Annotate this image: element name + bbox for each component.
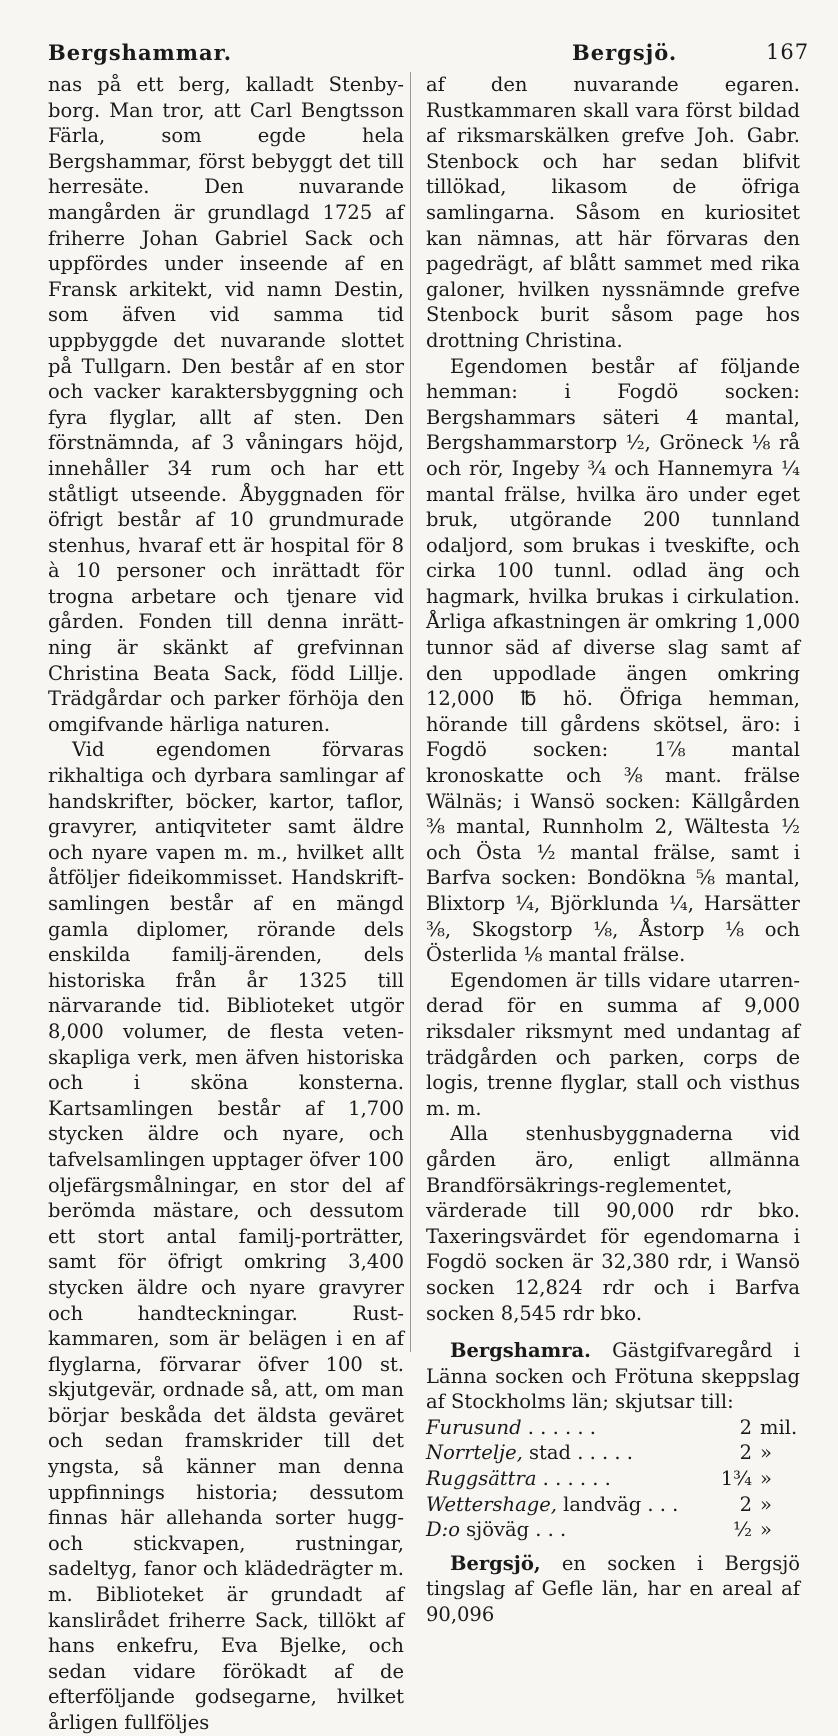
paragraph: Egendomen består af följande hemman: i Fogdö socken: Bergshammars säteri 4 mantal, Bergshammarstorp ½, Gröneck ⅛ rå och rör, Ingeby ¾ och Hannemyra ¼ mantal frälse, hvilka äro under eget bruk, utgörande 200 tunnland odaljord, som brukas i tveskifte, och cirka 100 tunnl. odlad äng och hagmark, hvilka brukas i cirkulation. Årliga afkastningen är omkring 1,000 tunnor säd af diverse slag samt af den uppodlade ängen omkring 12,000 ℔ hö. Öfriga hemman, hörande till gårdens skötsel, äro: i Fogdö socken: 1⅞ mantal kronoskatte och ⅜ mant. frälse Wälnäs; i Wansö socken: Källgården ⅜ mantal, Runnholm 2, Wältesta ½ och Östa ½ mantal frälse, samt i Barfva socken: Bondökna ⅝ mantal, Blixtorp ¼, Björklunda ¼, Harsätter ⅜, Skogstorp ⅛, Åstorp ⅛ och Österlida ⅛ mantal frälse. — [426, 354, 800, 967]
distance-value: ½ — [733, 1518, 752, 1542]
distance-value: 2 — [739, 1415, 752, 1439]
right-column — [426, 72, 800, 1628]
place-name: Furusund — [426, 1415, 522, 1439]
leader-dots: stad . . . . . — [522, 1441, 633, 1465]
entry-text: en socken i Bergsjö tingslag af Gefle län, har en areal af 90,096 — [426, 1551, 800, 1627]
entry-lead: Bergshamra. — [450, 1339, 591, 1363]
table-row — [426, 1517, 800, 1543]
place-name: Ruggsättra — [426, 1467, 537, 1491]
table-row — [426, 1415, 800, 1441]
distance-value: 2 — [739, 1441, 752, 1465]
leader-dots: . . . . . . — [536, 1467, 611, 1491]
entry-lead: Bergsjö, — [450, 1551, 541, 1575]
page-number: 167 — [766, 40, 810, 64]
table-row — [426, 1440, 800, 1466]
entry-bergsjo — [426, 1551, 800, 1628]
paragraph: nas på ett berg, kalladt Stenby-borg. Man tror, att Carl Bengtsson Färla, som egde hela Bergshammar, först bebyggt det till herresäte. Den nuvarande mangården är grundlagd 1725 af friherre Johan Gabriel Sack och uppfördes under inseende af en Fransk arkitekt, vid namn Destin, som äfven vid samma tid uppbyggde det nuvarande slottet på Tullgarn. Den består af en stor och vacker karaktersbyggning och fyra flyglar, allt af sten. Den förstnämnda, af 3 våningars höjd, innehåller 34 rum och har ett ståtligt utseende. Åbyggnaden för öfrigt består af 10 grundmurade stenhus, hvaraf ett är hospital för 8 à 10 personer och inrättadt för trogna arbetare och tjenare vid gården. Fonden till denna inrättning är skänkt af grefvinnan Christina Beata Sack, född Lillje. Trädgårdar och parker förhöja den omgifvande härliga naturen. — [48, 73, 404, 736]
distance-value: 2 — [739, 1492, 752, 1516]
paragraph: af den nuvarande egaren. Rustkammaren skall vara först bildad af riksmarskälken grefve Joh. Gabr. Stenbock och har sedan blifvit tillökad, likasom de öfriga samlingarna. Såsom en kuriositet kan nämnas, att här förvaras den pagedrägt, af blått sammet med rika galoner, hvilken nyssnämnde grefve Stenbock burit såsom page hos drottning Christina. — [426, 73, 800, 352]
distance-unit: » — [760, 1467, 772, 1491]
place-name: Norrtelje, — [426, 1441, 523, 1465]
running-header-left: Bergshammar. — [48, 40, 233, 65]
distance-unit: » — [760, 1518, 772, 1542]
left-column — [48, 72, 404, 1736]
distance-value: 1¾ — [720, 1467, 752, 1491]
running-header-right: Bergsjö. — [572, 40, 678, 65]
entry-text: Gästgifvaregård i Länna socken och Frötuna skeppslag af Stockholms län; skjutsar till: — [426, 1339, 800, 1414]
distance-unit: » — [760, 1492, 772, 1516]
paragraph: Alla stenhusbyggnaderna vid gården äro, enligt allmänna Brandförsäkrings-reglementet, värderade till 90,000 rdr bko. Taxeringsvärdet för egendomarna i Fogdö socken är 32,380 rdr, i Wansö socken 12,824 rdr och i Barfva socken 8,545 rdr bko. — [426, 1122, 800, 1325]
column-divider — [410, 72, 411, 1352]
entry-bergshamra — [426, 1338, 800, 1415]
distance-table — [426, 1415, 800, 1543]
distance-unit: » — [760, 1441, 772, 1465]
leader-dots: sjöväg . . . — [459, 1518, 567, 1542]
paragraph: Vid egendomen förvaras rikhaltiga och dyrbara samlingar af handskrifter, böcker, kartor, taflor, gravyrer, antiqviteter samt äldre och nyare vapen m. m., hvilket allt åtföljer fideikommisset. Handskrift-samlingen består af en mängd gamla diplomer, rörande dels enskilda familj-ärenden, dels historiska från år 1325 till närvarande tid. Biblioteket utgör 8,000 volumer, de flesta vetenskapliga verk, men äfven historiska och i sköna konsterna. Kartsamlingen består af 1,700 stycken äldre och nyare, och tafvelsamlingen upptager öfver 100 oljefärgsmålningar, en stor del af berömda mästare, och dessutom ett stort antal familj-porträtter, samt för öfrigt omkring 3,400 stycken äldre och nyare gravyrer och handteckningar. Rustkammaren, som är belägen i en af flyglarna, förvarar öfver 100 st. skjutgevär, ordnade så, att, om man börjar beskåda det äldsta geväret och sedan framskrider till det yngsta, så känner man denna uppfinnings historia; dessutom finnas här allehanda sorter hugg- och stickvapen, rustningar, sadeltyg, fanor och klädedrägter m. m. Biblioteket är grundadt af kanslirådet friherre Sack, tillökt af hans enkefru, Eva Bjelke, och sedan vidare förökadt af de efterföljande godsegarne, hvilket årligen fullföljes — [48, 738, 404, 1734]
place-name: D:o — [426, 1518, 460, 1542]
table-row — [426, 1466, 800, 1492]
table-row — [426, 1492, 800, 1518]
leader-dots: . . . . . . — [521, 1415, 596, 1439]
paragraph: Egendomen är tills vidare utarrenderad för en summa af 9,000 riksdaler riksmynt med undantag af trädgården och parken, corps de logis, trenne flyglar, stall och visthus m. m. — [426, 968, 800, 1120]
place-name: Wettershage, — [426, 1492, 557, 1516]
leader-dots: landväg . . . — [556, 1492, 679, 1516]
distance-unit: mil. — [760, 1415, 798, 1439]
